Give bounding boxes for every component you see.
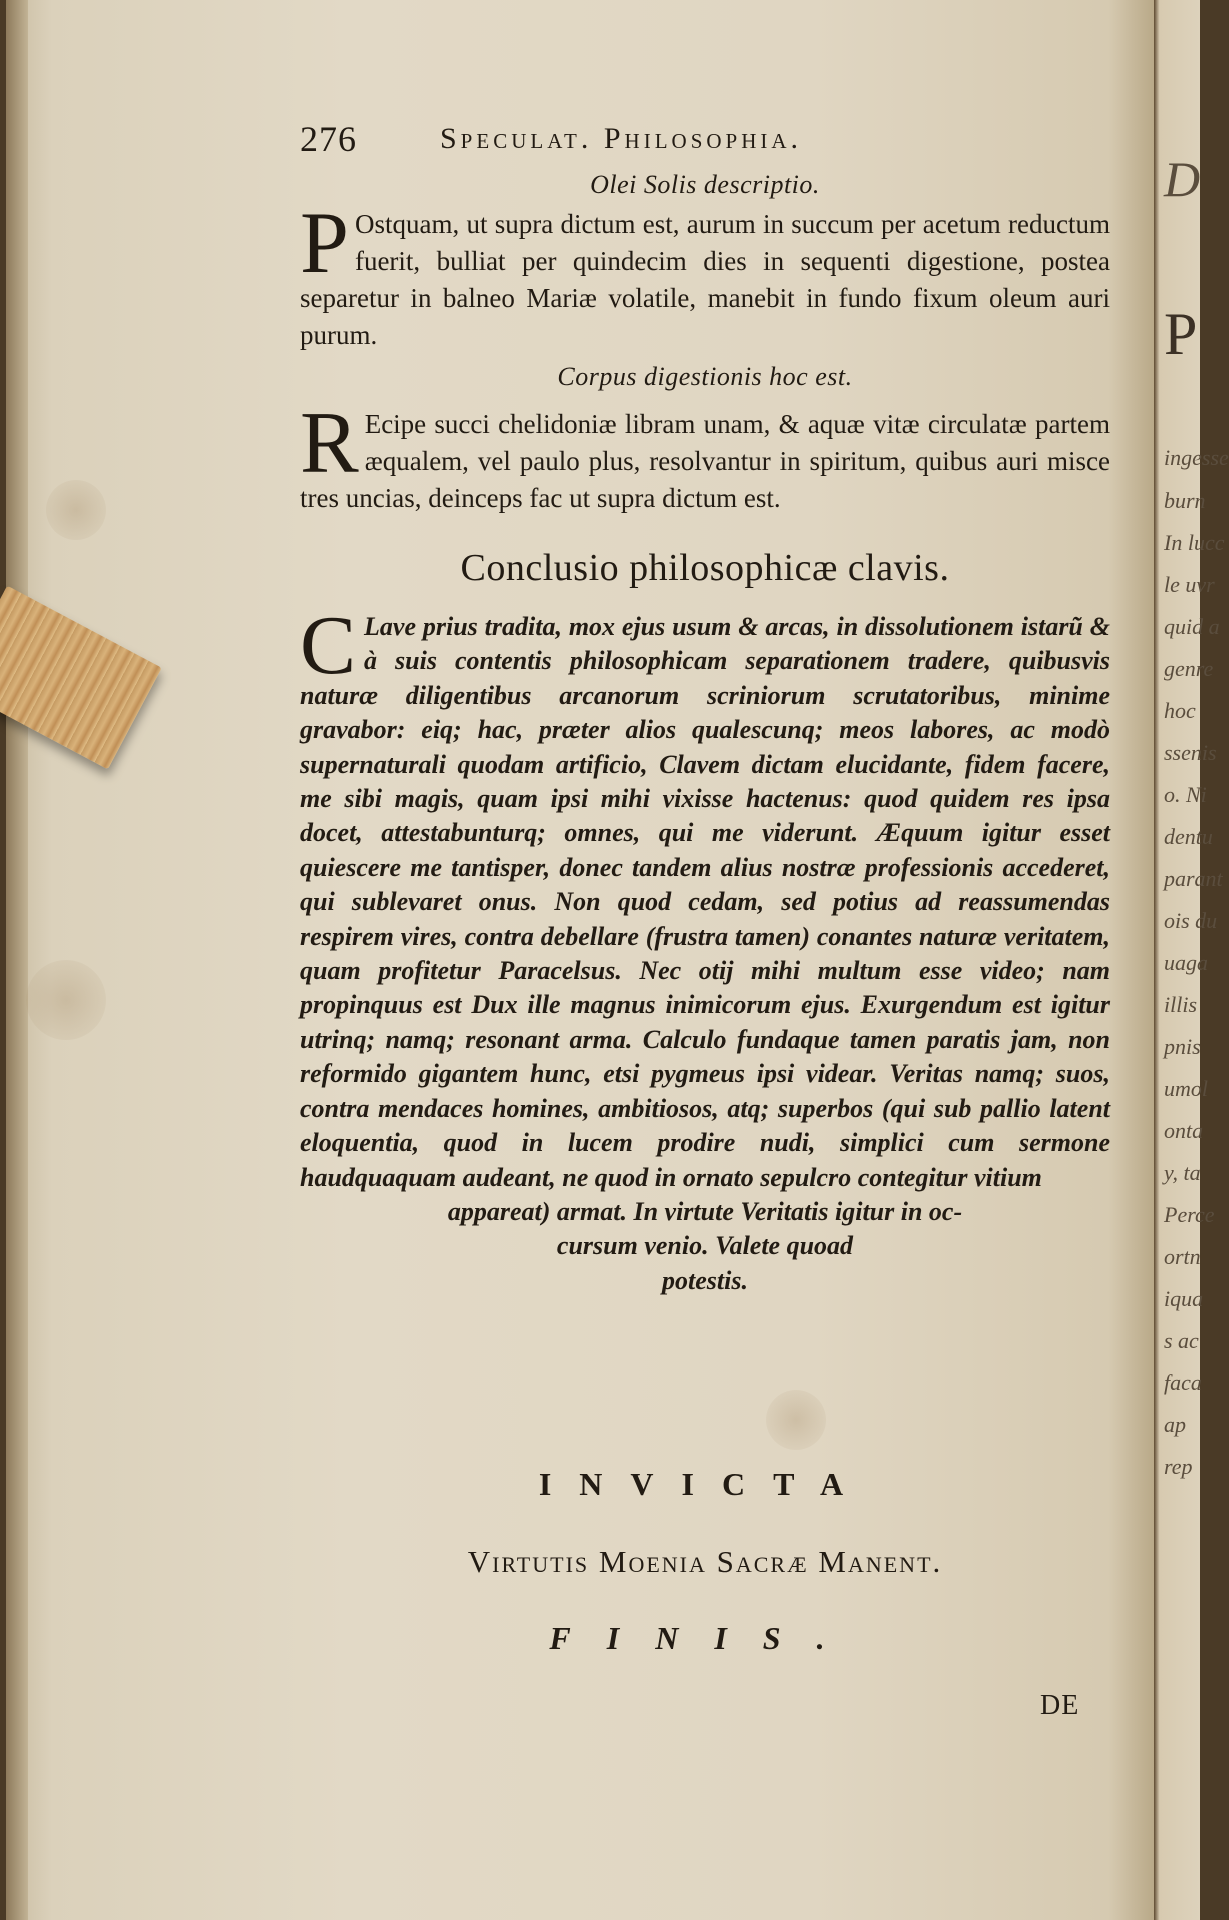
- running-title: Speculat. Philosophia.: [440, 122, 803, 155]
- facing-page-fragment: ortn: [1164, 1244, 1201, 1269]
- facing-page-fragment: faca: [1164, 1370, 1202, 1395]
- paper-stain: [26, 960, 106, 1040]
- facing-page-fragment: umol: [1164, 1076, 1208, 1101]
- facing-page-fragment: iqua: [1164, 1286, 1204, 1311]
- closing-line: cursum venio. Valete quoad: [556, 1231, 854, 1261]
- facing-page-fragment: illis: [1164, 992, 1198, 1017]
- facing-page-fragment: o. Ni: [1164, 782, 1207, 807]
- page-header: [300, 118, 1020, 168]
- facing-page-fragment: ssenis: [1164, 740, 1217, 765]
- facing-page-fragment: hoc: [1164, 698, 1196, 723]
- facing-page-fragment: dentu: [1164, 824, 1213, 849]
- facing-page-fragment: pnis: [1164, 1034, 1201, 1059]
- facing-page-fragment: s ac: [1164, 1328, 1199, 1353]
- paper-stain: [766, 1390, 826, 1450]
- facing-page-fragment: burn: [1164, 488, 1206, 513]
- section-subhead: Corpus digestionis hoc est.: [557, 362, 853, 391]
- paper-stain: [46, 480, 106, 540]
- facing-page-fragment: ingesse: [1164, 445, 1229, 470]
- closing-line: potestis.: [662, 1265, 748, 1295]
- drop-cap: P: [300, 195, 349, 292]
- facing-page-fragment: quid a: [1164, 614, 1220, 639]
- section-paragraph: [300, 395, 1110, 517]
- section-digestion-body: [300, 362, 1110, 517]
- facing-page-fragment: onta: [1164, 1118, 1204, 1143]
- facing-page-fragment: ap: [1164, 1412, 1186, 1437]
- facing-page-fragment: P: [1164, 301, 1198, 367]
- page-gutter-edge: [6, 0, 28, 1920]
- facing-page-edge: [1154, 0, 1229, 1920]
- facing-page-fragment: In lucc: [1164, 530, 1225, 555]
- section-paragraph: [300, 195, 1110, 354]
- facing-page-fragment: rep: [1164, 1454, 1193, 1479]
- section-oil-of-sun: [300, 170, 1110, 354]
- conclusion-paragraph: [300, 599, 1110, 1195]
- closing-line: appareat) armat. In virtute Veritatis igitur in oc-: [447, 1196, 963, 1226]
- facing-page-fragment: genre: [1164, 656, 1214, 681]
- motto-line-1: INVICTA: [538, 1466, 872, 1502]
- motto-line-2: Virtutis Moenia Sacræ Manent.: [467, 1544, 943, 1579]
- facing-page-fragment: uaga: [1164, 950, 1208, 975]
- facing-page-fragment: parant: [1164, 866, 1223, 891]
- finis: FINIS.: [549, 1620, 861, 1656]
- paragraph-text: Ecipe succi chelidoniæ libram unam, & aquæ vitæ circulatæ partem æqualem, vel paulo plus, resolvantur in spiritum, quibus auri misce tres uncias, deinceps fac ut supra dictum est.: [300, 409, 1110, 513]
- catchword: DE: [1040, 1690, 1080, 1721]
- facing-page-fragment: ois du: [1164, 908, 1218, 933]
- drop-cap: R: [300, 395, 359, 492]
- paragraph-text: Ostquam, ut supra dictum est, aurum in succum per acetum reductum fuerit, bulliat per quindecim dies in sequenti digestione, postea separetur in balneo Mariæ volatile, manebit in fundo fixum oleum auri purum.: [300, 209, 1110, 350]
- paragraph-text: Lave prius tradita, mox ejus usum & arcas, in dissolutionem istarũ & à suis contentis philosophicam separationem tradere, quibusvis naturæ diligentibus arcanorum scriniorum scrutatoribus, minime gravabor: eiq; hac, præter alios qualescunq; meos labores, ac modò supernaturali quodam artificio, Clavem dictam elucidante, fidem facere, me sibi magis, quam ipsi mihi vixisse hactenus: quod quidem res ipsa docet, attestabunturq; omnes, qui me viderunt. Æquum igitur esset quiescere me tantisper, donec tandem alius nostræ professionis accederet, qui sublevaret onus. Non quod cedam, sed potius ad reassumendas respirem vires, contra debellare (frustra tamen) conantes naturæ veritatem, quam profitetur Paracelsus. Nec otij mihi multum esse video; nam propinquus est Dux ille magnus inimicorum ejus. Exurgendum est igitur utrinq; namq; resonant arma. Calculo fundaque tamen paratis jam, non reformido gigantem hunc, etsi pygmeus ipsi videar. Veritas namq; suos, contra mendaces homines, ambitiosos, atq; superbos (qui sub pallio latent eloquentia, quod in lucem prodire nudi, simplici cum sermone haudquaquam audeant, ne quod in ornato sepulcro contegitur vitium: [300, 612, 1110, 1192]
- section-title: Conclusio philosophicæ clavis.: [460, 547, 950, 589]
- facing-page-fragment: D: [1164, 151, 1201, 207]
- facing-page-fragment: y, ta: [1164, 1160, 1201, 1185]
- page-number: 276: [300, 119, 357, 159]
- drop-cap: C: [300, 599, 357, 692]
- section-subhead: Olei Solis descriptio.: [590, 170, 820, 199]
- facing-page-fragment: Perce: [1164, 1202, 1215, 1227]
- facing-page-fragment: le uvr: [1164, 572, 1215, 597]
- section-conclusion: [300, 546, 1110, 1298]
